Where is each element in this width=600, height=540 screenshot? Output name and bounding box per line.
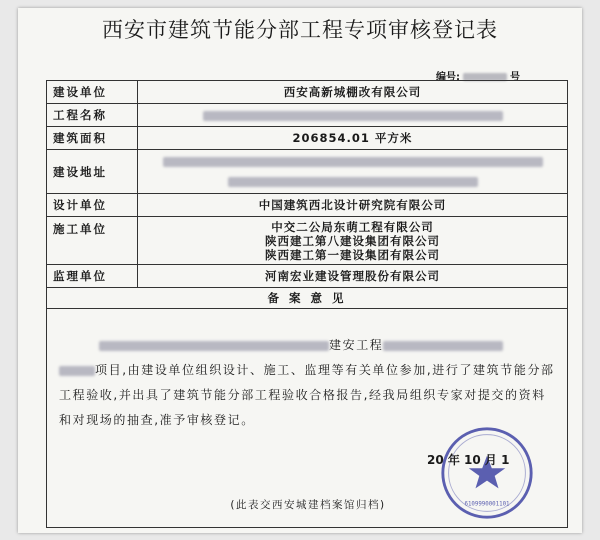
approval-date: 20 年 10 月 1 [427, 453, 510, 467]
registration-table [46, 80, 568, 528]
designer-value: 中国建筑西北设计研究院有限公司 [138, 194, 568, 217]
constructor-line-1: 中交二公局东萌工程有限公司 [271, 219, 434, 234]
supervisor-label: 监理单位 [47, 265, 138, 288]
form-title: 西安市建筑节能分部工程专项审核登记表 [102, 18, 498, 42]
row-constructor [47, 217, 568, 265]
opinion-body-text: 由建设单位组织设计、施工、监理等有关单位参加,进行了建筑节能分部工程验收,并出具了建筑节能分部工程验收合格报告,经我局组织专家对提交的资料和对现场的抽查,准予审核登记。 [59, 363, 555, 427]
project-name-value [138, 104, 568, 127]
builder-label: 建设单位 [47, 81, 138, 104]
redacted-project-line1b [383, 341, 503, 351]
constructor-value [138, 217, 568, 265]
serial-label: 编号: [436, 72, 460, 83]
row-address [47, 150, 568, 194]
project-name-label: 工程名称 [47, 104, 138, 127]
address-label: 建设地址 [47, 150, 138, 194]
row-builder [47, 81, 568, 104]
opinion-line2-start: 项目, [95, 363, 128, 377]
constructor-label: 施工单位 [47, 217, 138, 265]
constructor-line-2: 陕西建工第八建设集团有限公司 [265, 233, 440, 248]
opinion-cell [47, 309, 568, 528]
redacted-address-line1 [163, 157, 543, 167]
opinion-line1-middle: 建安工程 [329, 338, 384, 352]
row-opinion-header [47, 288, 568, 309]
row-supervisor [47, 265, 568, 288]
area-value: 206854.01 平方米 [138, 127, 568, 150]
redacted-project-line2 [59, 366, 95, 376]
registration-form-sheet [18, 8, 582, 533]
designer-label: 设计单位 [47, 194, 138, 217]
supervisor-value: 河南宏业建设管理股份有限公司 [138, 265, 568, 288]
archive-note: (此表交西安城建档案馆归档) [230, 499, 386, 511]
row-opinion-body [47, 309, 568, 528]
redacted-project-line1 [99, 341, 329, 351]
row-area [47, 127, 568, 150]
redacted-address-line2 [228, 177, 478, 187]
redacted-project-name [203, 111, 503, 121]
serial-suffix: 号 [510, 72, 520, 83]
svg-text:6109990001101: 6109990001101 [464, 501, 510, 508]
row-designer [47, 194, 568, 217]
builder-value: 西安高新城棚改有限公司 [138, 81, 568, 104]
area-label: 建筑面积 [47, 127, 138, 150]
opinion-paragraph [59, 333, 555, 433]
address-value [138, 150, 568, 194]
row-project-name [47, 104, 568, 127]
opinion-body [47, 309, 567, 527]
opinion-header: 备 案 意 见 [47, 288, 568, 309]
constructor-line-3: 陕西建工第一建设集团有限公司 [265, 247, 440, 262]
